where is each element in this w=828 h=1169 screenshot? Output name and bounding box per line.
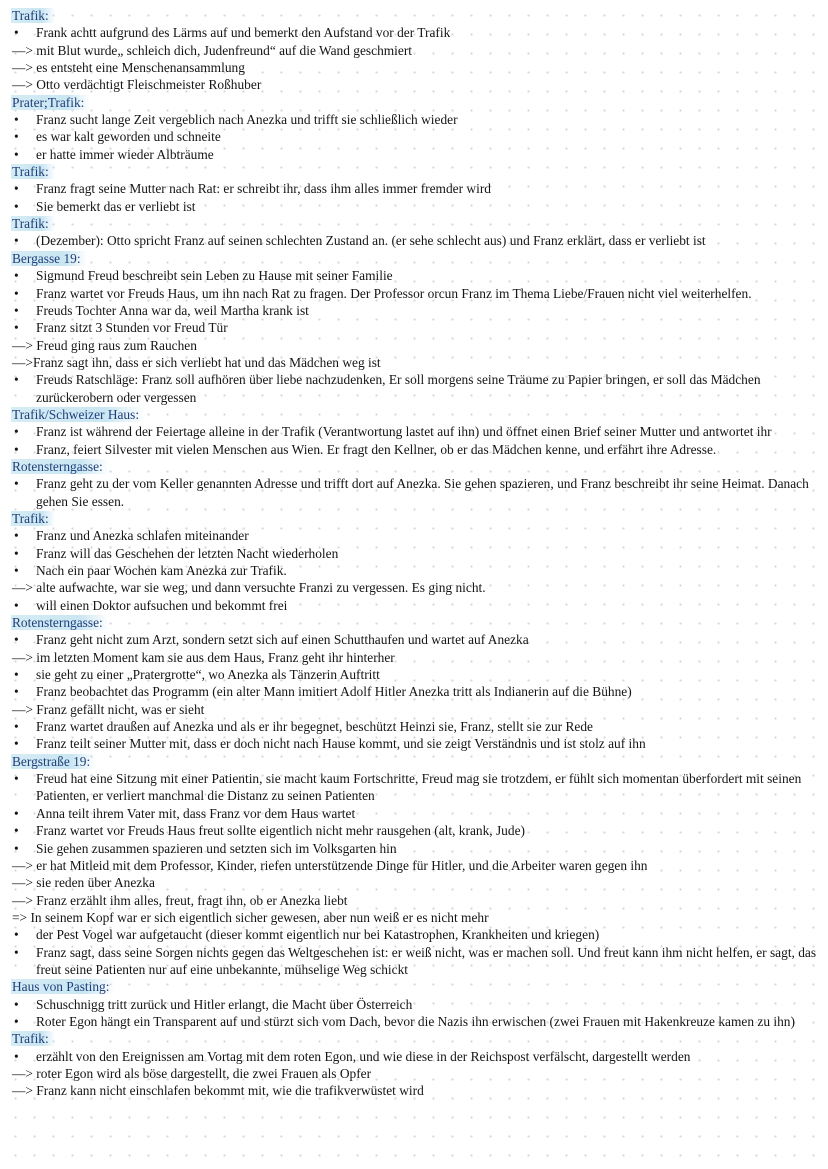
bullet-text: Sie bemerkt das er verliebt ist [36,198,196,214]
bullet-icon: • [14,667,19,683]
bullet-item [12,718,822,735]
bullet-icon: • [14,823,19,839]
bullet-icon: • [14,233,19,249]
bullet-text: Franz fragt seine Mutter nach Rat: er schreibt ihr, dass ihm alles immer fremder wird [36,181,491,197]
bullet-text: Franz sucht lange Zeit vergeblich nach Anezka und trifft sie schließlich wieder [36,112,458,128]
section-heading-text: Bergasse 19: [11,251,87,266]
bullet-text: sie geht zu einer „Pratergrotte“, wo Anezka als Tänzerin Auftritt [36,667,380,683]
bullet-icon: • [14,129,19,145]
bullet-icon: • [14,805,19,821]
section-heading-text: Rotensterngasse: [11,459,109,474]
bullet-item [12,1048,822,1065]
bullet-item [12,631,822,648]
bullet-item [12,24,822,41]
bullet-text: (Dezember): Otto spricht Franz auf seinen schlechten Zustand an. (er sehe schlecht aus) und Franz erklärt, dass er verliebt ist [36,233,706,249]
bullet-item [12,666,822,683]
bullet-item [12,770,822,805]
bullet-icon: • [14,719,19,735]
bullet-icon: • [14,632,19,648]
section-heading [12,215,822,232]
section-heading-text: Bergstraße 19: [11,754,96,769]
section-heading-text: Rotensterngasse: [11,615,109,630]
bullet-icon: • [14,840,19,856]
bullet-item [12,180,822,197]
bullet-item [12,232,822,249]
arrow-note: —> er hat Mitleid mit dem Professor, Kinder, riefen unterstützende Dinge für Hitler, und die Arbeiter waren gegen ihn [12,857,648,873]
bullet-item [12,926,822,943]
bullet-text: Franz geht zu der vom Keller genannten Adresse und trifft dort auf Anezka. Sie gehen spazieren, und Franz beschreibt ihr seine Heimat. Danach gehen Sie essen. [36,476,809,509]
bullet-text: Frank achtt aufgrund des Lärms auf und bemerkt den Aufstand vor der Trafik [36,25,451,41]
bullet-icon: • [14,736,19,752]
bullet-text: Freuds Ratschläge: Franz soll aufhören über liebe nachzudenken, Er soll morgens seine Träume zu Papier bringen, er soll das Mädchen zurückerobern oder vergessen [36,372,761,405]
section-heading [12,510,822,527]
section-heading-text: Trafik: [11,1031,55,1046]
arrow-note: —> roter Egon wird als böse dargestellt, die zwei Frauen als Opfer [12,1065,372,1081]
bullet-icon: • [14,684,19,700]
bullet-item [12,371,822,406]
bullet-icon: • [14,927,19,943]
bullet-item [12,302,822,319]
section-heading [12,1030,822,1047]
section-heading-text: Trafik: [11,164,55,179]
arrow-note: —> im letzten Moment kam sie aus dem Haus, Franz geht ihr hinterher [12,649,395,665]
arrow-note: —> Franz gefällt nicht, was er sieht [12,701,205,717]
arrow-note: —> Freud ging raus zum Rauchen [12,337,197,353]
bullet-text: Roter Egon hängt ein Transparent auf und stürzt sich vom Dach, bevor die Nazis ihn erwischen (zwei Frauen mit Hakenkreuze kamen zu ihn) [36,1013,795,1029]
arrow-note: —> Franz kann nicht einschlafen bekommt mit, wie die trafikverwüstet wird [12,1083,424,1099]
bullet-icon: • [14,771,19,787]
bullet-item [12,735,822,752]
arrow-note: —> mit Blut wurde„ schleich dich, Judenfreund“ auf die Wand geschmiert [12,42,413,58]
arrow-note: —>Franz sagt ihn, dass er sich verliebt hat und das Mädchen weg ist [12,354,381,370]
bullet-item [12,441,822,458]
bullet-icon: • [14,25,19,41]
section-heading [12,614,822,631]
bullet-item [12,683,822,700]
arrow-note: —> alte aufwachte, war sie weg, und dann versuchte Franzi zu vergessen. Es ging nicht. [12,580,486,596]
bullet-icon: • [14,302,19,318]
bullet-icon: • [14,996,19,1012]
bullet-item [12,267,822,284]
bullet-item [12,111,822,128]
bullet-icon: • [14,181,19,197]
bullet-text: Sigmund Freud beschreibt sein Leben zu Hause mit seiner Familie [36,268,393,284]
bullet-icon: • [14,320,19,336]
section-heading-text: Trafik: [11,511,55,526]
bullet-icon: • [14,268,19,284]
section-heading-text: Trafik: [11,216,55,231]
bullet-item [12,562,822,579]
section-heading [12,163,822,180]
bullet-icon: • [14,1013,19,1029]
bullet-icon: • [14,1048,19,1064]
bullet-text: Schuschnigg tritt zurück und Hitler erlangt, die Macht über Österreich [36,996,413,1012]
bullet-text: Franz wartet vor Freuds Haus, um ihn nach Rat zu fragen. Der Professor orcun Franz im Thema Liebe/Frauen nicht viel weiterhelfen. [36,285,752,301]
bullet-icon: • [14,528,19,544]
bullet-item [12,527,822,544]
section-heading-text: Prater;Trafik: [11,95,90,110]
bullet-item [12,805,822,822]
bullet-text: Franz sitzt 3 Stunden vor Freud Tür [36,320,228,336]
bullet-text: Franz wartet vor Freuds Haus freut sollte eigentlich nicht mehr rausgehen (alt, krank, Jude) [36,823,525,839]
bullet-item [12,944,822,979]
bullet-text: Franz, feiert Silvester mit vielen Menschen aus Wien. Er fragt den Kellner, ob er das Mädchen kenne, und erfährt ihre Adresse. [36,441,717,457]
section-heading-text: Haus von Pasting: [11,979,115,994]
section-heading [12,94,822,111]
section-heading-text: Trafik: [11,8,55,23]
bullet-item [12,198,822,215]
bullet-icon: • [14,441,19,457]
bullet-text: Franz geht nicht zum Arzt, sondern setzt sich auf einen Schutthaufen und wartet auf Anezka [36,632,529,648]
bullet-text: Franz ist während der Feiertage alleine in der Trafik (Verantwortung lastet auf ihn) und öffnet einen Brief seiner Mutter und antwortet ihr [36,424,772,440]
bullet-item [12,475,822,510]
bullet-text: Franz wartet draußen auf Anezka und als er ihr begegnet, beschützt Heinzi sie, Franz, stellt sie zur Rede [36,719,593,735]
bullet-text: Franz und Anezka schlafen miteinander [36,528,249,544]
bullet-item [12,840,822,857]
bullet-icon: • [14,112,19,128]
bullet-item [12,319,822,336]
bullet-item [12,597,822,614]
section-heading [12,978,822,995]
bullet-text: er hatte immer wieder Albträume [36,146,214,162]
bullet-text: Franz sagt, dass seine Sorgen nichts gegen das Weltgeschehen ist: er weiß nicht, was er machen soll. Und freut kann ihm nicht helfen, er sagt, das freut seine Patienten nur auf eine unbekannte, mühselige Weg schickt [36,944,817,977]
bullet-icon: • [14,198,19,214]
section-heading-text: Trafik/Schweizer Haus: [11,407,145,422]
bullet-text: will einen Doktor aufsuchen und bekommt frei [36,597,288,613]
bullet-icon: • [14,146,19,162]
bullet-item [12,1013,822,1030]
bullet-icon: • [14,372,19,388]
bullet-text: Freud hat eine Sitzung mit einer Patientin, sie macht kaum Fortschritte, Freud mag sie trotzdem, er fühlt sich momentan überfordert mit seinen Patienten, er verliert manchmal die Distanz zu seinen Patienten [36,771,802,804]
bullet-item [12,285,822,302]
bullet-text: Nach ein paar Wochen kam Anezka zur Trafik. [36,563,287,578]
arrow-note: => In seinem Kopf war er sich eigentlich sicher gewesen, aber nun weiß er es nicht mehr [12,909,489,925]
bullet-item [12,996,822,1013]
bullet-icon: • [14,944,19,960]
section-heading [12,406,822,423]
bullet-text: Franz will das Geschehen der letzten Nacht wiederholen [36,545,339,561]
section-heading [12,250,822,267]
arrow-note: —> Franz erzählt ihm alles, freut, fragt ihn, ob er Anezka liebt [12,892,348,908]
bullet-text: erzählt von den Ereignissen am Vortag mit dem roten Egon, und wie diese in der Reichspost verfälscht, dargestellt werden [36,1048,691,1064]
arrow-note: —> es entsteht eine Menschenansammlung [12,60,245,76]
arrow-note: —> Otto verdächtigt Fleischmeister Roßhuber [12,77,262,93]
section-heading [12,753,822,770]
bullet-item [12,545,822,562]
bullet-item [12,146,822,163]
bullet-text: Sie gehen zusammen spazieren und setzten sich im Volksgarten hin [36,840,397,856]
bullet-item [12,128,822,145]
bullet-text: es war kalt geworden und schneite [36,129,221,145]
bullet-text: Freuds Tochter Anna war da, weil Martha krank ist [36,302,309,318]
bullet-item [12,822,822,839]
bullet-icon: • [14,424,19,440]
bullet-text: Anna teilt ihrem Vater mit, dass Franz vor dem Haus wartet [36,805,356,821]
bullet-icon: • [14,476,19,492]
bullet-icon: • [14,563,19,578]
bullet-icon: • [14,545,19,561]
bullet-text: Franz teilt seiner Mutter mit, dass er doch nicht nach Hause kommt, und sie zeigt Verständnis und ist stolz auf ihn [36,736,646,752]
arrow-note: —> sie reden über Anezka [12,875,155,891]
section-heading [12,7,822,24]
bullet-item [12,423,822,440]
section-heading [12,458,822,475]
bullet-icon: • [14,597,19,613]
bullet-text: der Pest Vogel war aufgetaucht (dieser kommt eigentlich nur bei Katastrophen, Krankheiten und kriegen) [36,927,600,943]
bullet-icon: • [14,285,19,301]
bullet-text: Franz beobachtet das Programm (ein alter Mann imitiert Adolf Hitler Anezka tritt als Indianerin auf die Bühne) [36,684,632,700]
